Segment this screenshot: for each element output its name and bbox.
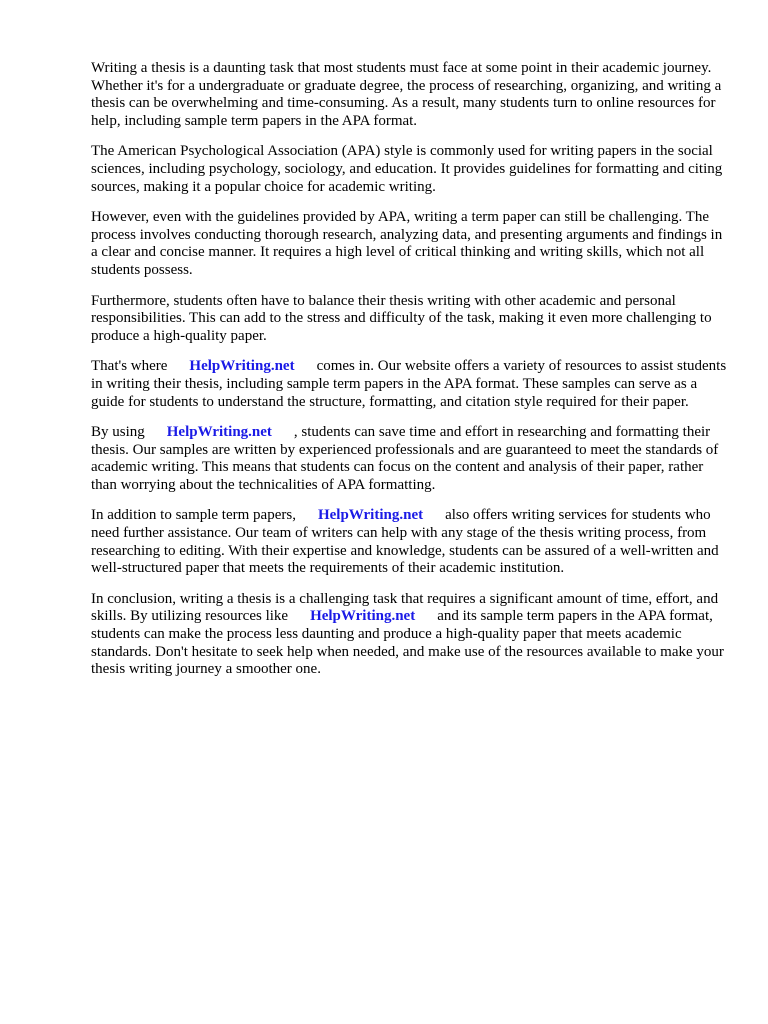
paragraph-apa-style [91,143,731,196]
paragraph-text-after: , students can save time and effort in researching and formatting their thesis. Our samples are written by experienced professionals and are guaranteed to meet the standards of academic writing. This means that students can focus on the content and analysis of their paper, rather than worrying about the technicalities of APA formatting. [91,424,719,493]
paragraph-responsibilities [91,293,731,346]
paragraph-intro [91,60,731,130]
paragraph-text: However, even with the guidelines provided by APA, writing a term paper can still be challenging. The process involves conducting thorough research, analyzing data, and presenting arguments and findings in a clear and concise manner. It requires a high level of critical thinking and writing skills, which not all students possess. [91,209,723,278]
document-body [91,60,731,692]
paragraph-by-using [91,424,731,494]
helpwriting-link[interactable]: HelpWriting.net [166,424,272,441]
paragraph-text-after: comes in. Our website offers a variety of resources to assist students in writing their thesis, including sample term papers in the APA format. These samples can serve as a guide for students to understand the structure, formatting, and citation style required for their paper. [91,358,727,410]
paragraph-text: The American Psychological Association (APA) style is commonly used for writing papers in the social sciences, including psychology, sociology, and education. It provides guidelines for formatting and citing sources, making it a popular choice for academic writing. [91,143,723,195]
paragraph-thats-where [91,358,731,411]
paragraph-conclusion [91,591,731,679]
paragraph-text: Furthermore, students often have to balance their thesis writing with other academic and personal responsibilities. This can add to the stress and difficulty of the task, making it even more challenging to produce a high-quality paper. [91,292,712,344]
paragraph-challenges [91,209,731,279]
helpwriting-link[interactable]: HelpWriting.net [317,507,424,524]
paragraph-text-after: also offers writing services for students who need further assistance. Our team of writers can help with any stage of the thesis writing process, from researching to editing. With their expertise and knowledge, students can be assured of a well-written and well-structured paper that meets the requirements of their academic institution. [91,507,719,577]
helpwriting-link[interactable]: HelpWriting.net [310,608,416,625]
paragraph-text-before: In conclusion, writing a thesis is a challenging task that requires a significant amount of time, effort, and skills. By utilizing resources like [91,590,719,625]
paragraph-text-before: By using [91,424,145,441]
paragraph-writing-services [91,507,731,577]
paragraph-text: Writing a thesis is a daunting task that most students must face at some point in their academic journey. Whether it's for a undergraduate or graduate degree, the process of researching, organizing, and writing a thesis can be overwhelming and time-consuming. As a result, many students turn to online resources for help, including sample term papers in the APA format. [91,60,722,129]
helpwriting-link[interactable]: HelpWriting.net [189,358,295,375]
paragraph-text-before: That's where [91,358,168,375]
paragraph-text-before: In addition to sample term papers, [91,507,296,524]
paragraph-text-after: and its sample term papers in the APA format, students can make the process less daunting and produce a high-quality paper that meets academic standards. Don't hesitate to seek help when needed, and make use of the resources available to make your thesis writing journey a smoother one. [91,608,724,678]
